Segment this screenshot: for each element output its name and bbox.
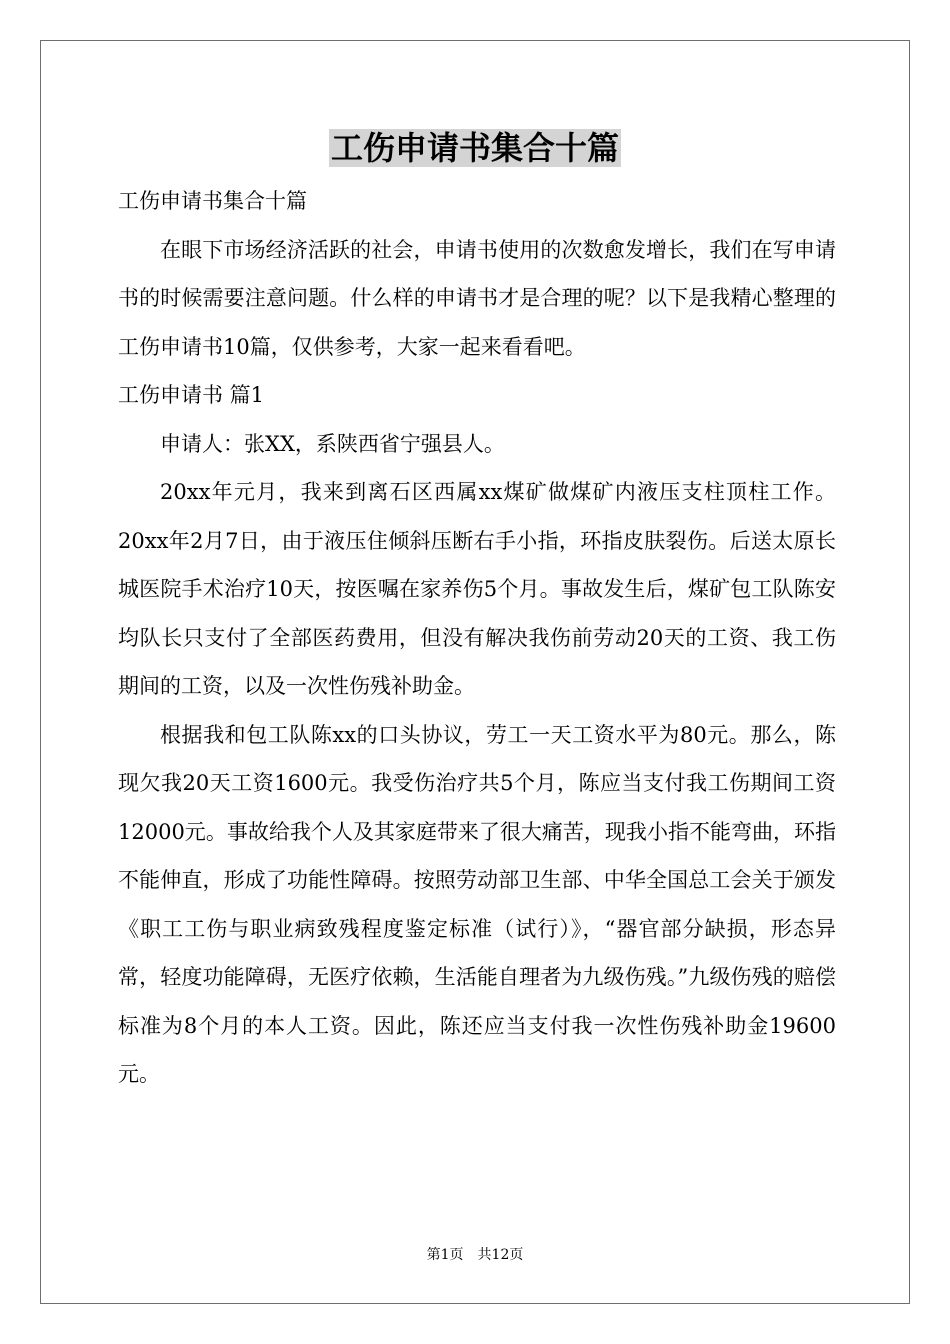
page-footer [0, 1244, 950, 1264]
document-title-text: 工伤申请书集合十篇 [330, 129, 619, 167]
document-body [118, 177, 836, 1099]
page-number: 第1页 [426, 1247, 464, 1263]
intro-paragraph: 在眼下市场经济活跃的社会，申请书使用的次数愈发增长，我们在写申请书的时候需要注意问题。什么样的申请书才是合理的呢？以下是我精心整理的工伤申请书10篇，仅供参考，大家一起来看看吧。 [118, 237, 836, 359]
document-title [0, 124, 950, 172]
document-subtitle: 工伤申请书集合十篇 [118, 189, 307, 213]
compensation-paragraph: 根据我和包工队陈xx的口头协议，劳工一天工资水平为80元。那么，陈现欠我20天工资1600元。我受伤治疗共5个月，陈应当支付我工伤期间工资12000元。事故给我个人及其家庭带来了很大痛苦，现我小指不能弯曲，环指不能伸直，形成了功能性障碍。按照劳动部卫生部、中华全国总工会关于颁发《职工工伤与职业病致残程度鉴定标准（试行）》，“器官部分缺损，形态异常，轻度功能障碍，无医疗依赖，生活能自理者为九级伤残。”九级伤残的赔偿标准为8个月的本人工资。因此，陈还应当支付我一次性伤残补助金19600元。 [118, 722, 836, 1086]
applicant-paragraph: 申请人：张XX，系陕西省宁强县人。 [160, 431, 505, 456]
page-total: 共12页 [477, 1247, 524, 1263]
section-heading: 工伤申请书 篇1 [118, 383, 265, 407]
incident-paragraph: 20xx年元月，我来到离石区西属xx煤矿做煤矿内液压支柱顶柱工作。20xx年2月7日，由于液压住倾斜压断右手小指，环指皮肤裂伤。后送太原长城医院手术治疗10天，按医嘱在家养伤5个月。事故发生后，煤矿包工队陈安均队长只支付了全部医药费用，但没有解决我伤前劳动20天的工资、我工伤期间的工资，以及一次性伤残补助金。 [118, 480, 836, 698]
